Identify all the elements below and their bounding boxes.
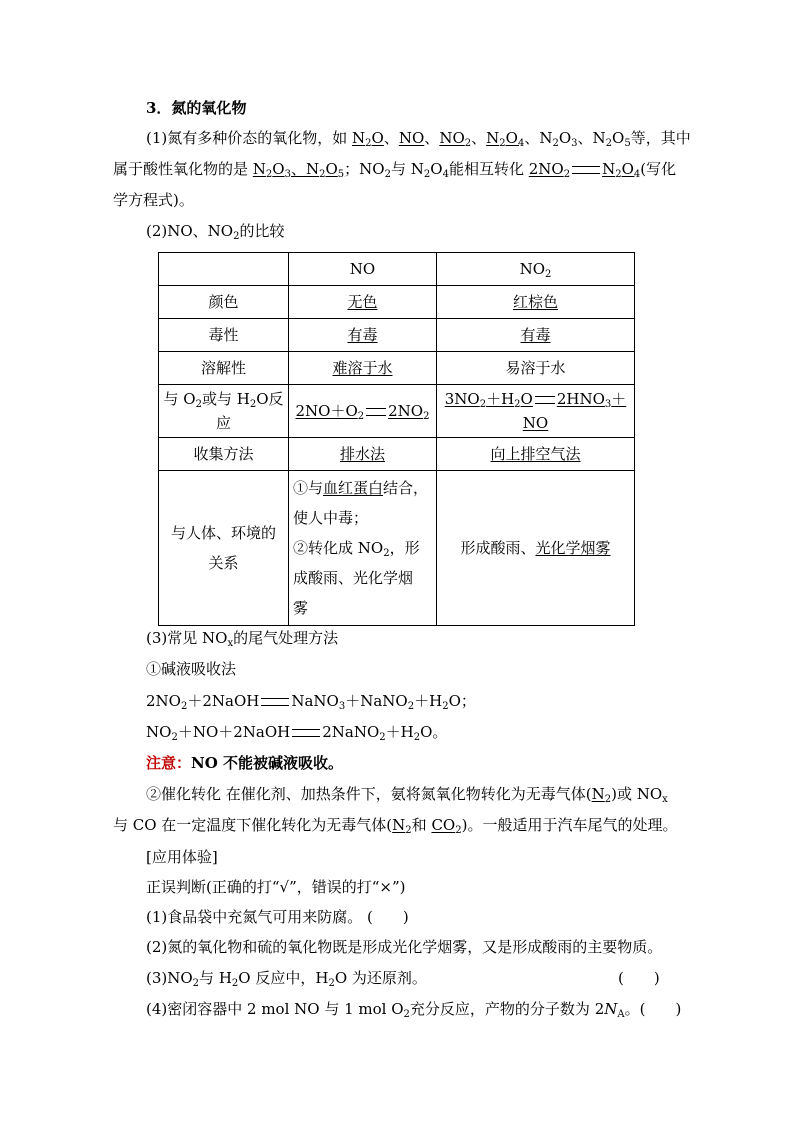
row-label: 溶解性 (159, 352, 289, 385)
practice-item-4: (4)密闭容器中 2 mol NO 与 1 mol $O_2$充分反应，产物的分子数为 $2N_A$。( ) (146, 1000, 682, 1020)
practice-item-3-blank: ( ) (618, 969, 660, 987)
no2-cell: 易溶于水 (437, 352, 635, 385)
table-row (159, 286, 635, 319)
paragraph-1-line-1: (1)氮有多种价态的氧化物，如 $N_2O$、NO、$NO_2$、$N_2O_4$、$N_2O_3$、$N_2O_5$等，其中 (146, 129, 691, 149)
note-label: 注意： (146, 754, 192, 772)
practice-item-2: (2)氮的氧化物和硫的氧化物既是形成光化学烟雾，又是形成酸雨的主要物质。 (146, 938, 663, 956)
no-cell: ①与血红蛋白结合， 使人中毒； ②转化成 $NO_2$，形 成酸雨、光化学烟 雾 (289, 471, 437, 626)
no2-cell: 形成酸雨、光化学烟雾 (437, 471, 635, 626)
row-label: 与 $O_2$或与 $H_2O$反 应 (159, 385, 289, 438)
practice-instructions: 正误判断(正确的打“√”，错误的打“×”) (146, 878, 406, 896)
method-2-line-2: 与 CO 在一定温度下催化转化为无毒气体($N_2$和 $CO_2$)。一般适用于汽车尾气的处理。 (113, 816, 678, 836)
paragraph-1-line-3: 学方程式)。 (113, 191, 194, 209)
row-label: 与人体、环境的 关系 (159, 471, 289, 626)
equation-1: $2NO_2+2NaOH$ $NaNO_3+NaNO_2+H_2O$； (146, 692, 476, 712)
no2-cell: 有毒 (437, 319, 635, 352)
equation-2: $NO_2+NO+2NaOH$ $2NaNO_2+H_2O$。 (146, 723, 448, 743)
practice-item-3: $(3)NO_2$与 $H_2O$ 反应中，$H_2O$ 为还原剂。 (146, 969, 427, 989)
practice-title: [应用体验] (146, 848, 218, 866)
no-cell: $2NO+O_2$ $2NO_2$ (289, 385, 437, 438)
no-cell: 难溶于水 (289, 352, 437, 385)
practice-item-1: (1)食品袋中充氮气可用来防腐。 ( ) (146, 908, 409, 926)
section-heading: 3．氮的氧化物 (146, 99, 247, 117)
table-row (159, 319, 635, 352)
method-2-line-1: ②催化转化 在催化剂、加热条件下，氨将氮氧化物转化为无毒气体$(N_2)$或 $NO_x$ (146, 785, 668, 805)
no-cell: 有毒 (289, 319, 437, 352)
no-cell: 无色 (289, 286, 437, 319)
method-1-title: ①碱液吸收法 (146, 660, 237, 678)
row-label: 收集方法 (159, 438, 289, 471)
row-label: 颜色 (159, 286, 289, 319)
table-row (159, 352, 635, 385)
comparison-table (158, 252, 635, 626)
no-cell: 排水法 (289, 438, 437, 471)
table-header-cell: NO (289, 253, 437, 286)
paragraph-1-line-2: 属于酸性氧化物的是 $N_2O_3$、$N_2O_5$；$NO_2$与 $N_2O_4$能相互转化 $2NO_2$ $N_2O_4$(写化 (113, 160, 677, 180)
treatment-title: (3)常见 $NO_x$的尾气处理方法 (146, 629, 339, 649)
row-label: 毒性 (159, 319, 289, 352)
table-row (159, 438, 635, 471)
table-row (159, 471, 635, 626)
note-text: NO 不能被碱液吸收。 (191, 754, 344, 772)
table-header-cell: $NO_2$ (437, 253, 635, 286)
comparison-title: (2)NO、$NO_2$的比较 (146, 222, 285, 242)
note (146, 753, 343, 773)
table-header-cell (159, 253, 289, 286)
table-row (159, 385, 635, 438)
no2-cell: 向上排空气法 (437, 438, 635, 471)
no2-cell: 红棕色 (437, 286, 635, 319)
table-header-row (159, 253, 635, 286)
no2-cell: $3NO_2+H_2O$ $2HNO_3+$ NO (437, 385, 635, 438)
